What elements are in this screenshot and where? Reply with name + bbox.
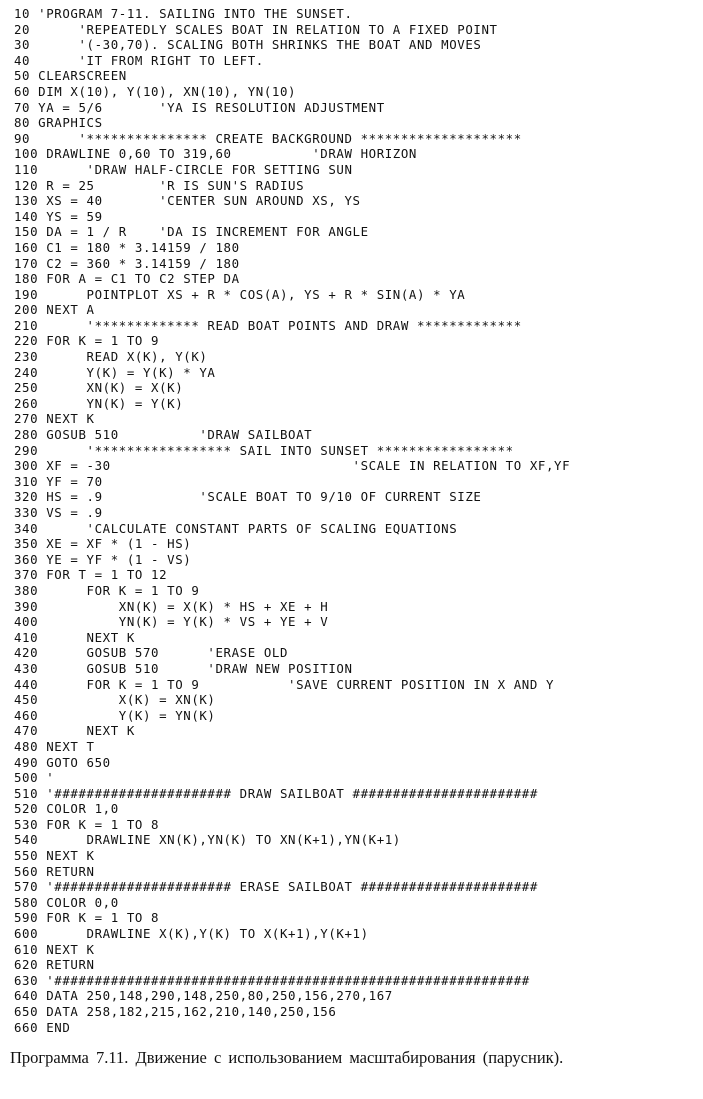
- code-line: 40 'IT FROM RIGHT TO LEFT.: [14, 52, 264, 68]
- code-line: 550 NEXT K: [14, 848, 95, 864]
- code-line: 50 CLEARSCREEN: [14, 68, 127, 84]
- code-line: 660 END: [14, 1019, 71, 1035]
- code-line: 400 YN(K) = Y(K) * VS + YE + V: [14, 614, 329, 630]
- code-line: 470 NEXT K: [14, 723, 135, 739]
- code-line: 140 YS = 59: [14, 208, 103, 224]
- code-line: 560 RETURN: [14, 863, 95, 879]
- code-line: 210 '************* READ BOAT POINTS AND DRAW *************: [14, 317, 522, 333]
- code-line: 490 GOTO 650: [14, 754, 111, 770]
- code-line: 440 FOR K = 1 TO 9 'SAVE CURRENT POSITION IN X AND Y: [14, 676, 555, 692]
- code-line: 120 R = 25 'R IS SUN'S RADIUS: [14, 177, 305, 193]
- code-line: 350 XE = XF * (1 - HS): [14, 536, 192, 552]
- code-line: 290 '***************** SAIL INTO SUNSET *****************: [14, 442, 514, 458]
- code-line: 410 NEXT K: [14, 629, 135, 645]
- code-line: 570 '###################### ERASE SAILBOAT ######################: [14, 879, 538, 895]
- code-line: 650 DATA 258,182,215,162,210,140,250,156: [14, 1004, 337, 1019]
- code-line: 60 DIM X(10), Y(10), XN(10), YN(10): [14, 83, 297, 99]
- code-line: 90 '*************** CREATE BACKGROUND ********************: [14, 130, 522, 146]
- code-line: 610 NEXT K: [14, 941, 95, 957]
- code-line: 460 Y(K) = YN(K): [14, 707, 216, 723]
- code-line: 200 NEXT A: [14, 302, 95, 318]
- code-line: 580 COLOR 0,0: [14, 894, 119, 910]
- code-line: 300 XF = -30 'SCALE IN RELATION TO XF,YF: [14, 458, 571, 474]
- code-line: 20 'REPEATEDLY SCALES BOAT IN RELATION TO A FIXED POINT: [14, 21, 498, 37]
- code-line: 540 DRAWLINE XN(K),YN(K) TO XN(K+1),YN(K+1): [14, 832, 401, 848]
- code-line: 150 DA = 1 / R 'DA IS INCREMENT FOR ANGLE: [14, 224, 369, 240]
- code-line: 280 GOSUB 510 'DRAW SAILBOAT: [14, 427, 313, 443]
- code-line: 250 XN(K) = X(K): [14, 380, 184, 396]
- code-line: 640 DATA 250,148,290,148,250,80,250,156,270,167: [14, 988, 393, 1004]
- code-line: 310 YF = 70: [14, 473, 103, 489]
- figure-caption: Программа 7.11. Движение с использованием масштабирования (парусник).: [10, 1048, 564, 1067]
- code-line: 170 C2 = 360 * 3.14159 / 180: [14, 255, 240, 271]
- code-line: 270 NEXT K: [14, 411, 95, 427]
- code-line: 450 X(K) = XN(K): [14, 692, 216, 708]
- code-line: 390 XN(K) = X(K) * HS + XE + H: [14, 598, 329, 614]
- code-line: 340 'CALCULATE CONSTANT PARTS OF SCALING EQUATIONS: [14, 520, 458, 536]
- code-line: 240 Y(K) = Y(K) * YA: [14, 364, 216, 380]
- code-line: 70 YA = 5/6 'YA IS RESOLUTION ADJUSTMENT: [14, 99, 385, 115]
- code-line: 220 FOR K = 1 TO 9: [14, 333, 160, 349]
- code-line: 110 'DRAW HALF-CIRCLE FOR SETTING SUN: [14, 161, 353, 177]
- code-line: 600 DRAWLINE X(K),Y(K) TO X(K+1),Y(K+1): [14, 926, 369, 942]
- code-line: 590 FOR K = 1 TO 8: [14, 910, 160, 926]
- code-line: 500 ': [14, 770, 55, 786]
- code-line: 320 HS = .9 'SCALE BOAT TO 9/10 OF CURRENT SIZE: [14, 489, 482, 505]
- code-line: 330 VS = .9: [14, 505, 103, 520]
- code-line: 230 READ X(K), Y(K): [14, 349, 208, 365]
- code-line: 620 RETURN: [14, 957, 95, 973]
- code-line: 190 POINTPLOT XS + R * COS(A), YS + R * SIN(A) * YA: [14, 286, 466, 302]
- code-line: 630 '###########################################################: [14, 972, 530, 988]
- code-line: 520 COLOR 1,0: [14, 801, 119, 817]
- code-line: 30 '(-30,70). SCALING BOTH SHRINKS THE BOAT AND MOVES: [14, 37, 482, 53]
- code-line: 180 FOR A = C1 TO C2 STEP DA: [14, 271, 240, 287]
- code-line: 530 FOR K = 1 TO 8: [14, 816, 160, 832]
- code-line: 160 C1 = 180 * 3.14159 / 180: [14, 239, 240, 255]
- code-line: 510 '###################### DRAW SAILBOAT #######################: [14, 785, 538, 801]
- code-line: 370 FOR T = 1 TO 12: [14, 567, 168, 583]
- code-line: 260 YN(K) = Y(K): [14, 395, 184, 411]
- code-line: 380 FOR K = 1 TO 9: [14, 582, 200, 598]
- code-line: 130 XS = 40 'CENTER SUN AROUND XS, YS: [14, 193, 361, 209]
- code-line: 360 YE = YF * (1 - VS): [14, 551, 192, 567]
- code-line: 480 NEXT T: [14, 738, 95, 754]
- code-line: 430 GOSUB 510 'DRAW NEW POSITION: [14, 660, 353, 676]
- code-line: 420 GOSUB 570 'ERASE OLD: [14, 645, 289, 661]
- code-line: 80 GRAPHICS: [14, 115, 103, 131]
- program-listing: [14, 6, 703, 1035]
- code-line: 10 'PROGRAM 7-11. SAILING INTO THE SUNSET.: [14, 6, 353, 21]
- code-line: 100 DRAWLINE 0,60 TO 319,60 'DRAW HORIZON: [14, 146, 417, 162]
